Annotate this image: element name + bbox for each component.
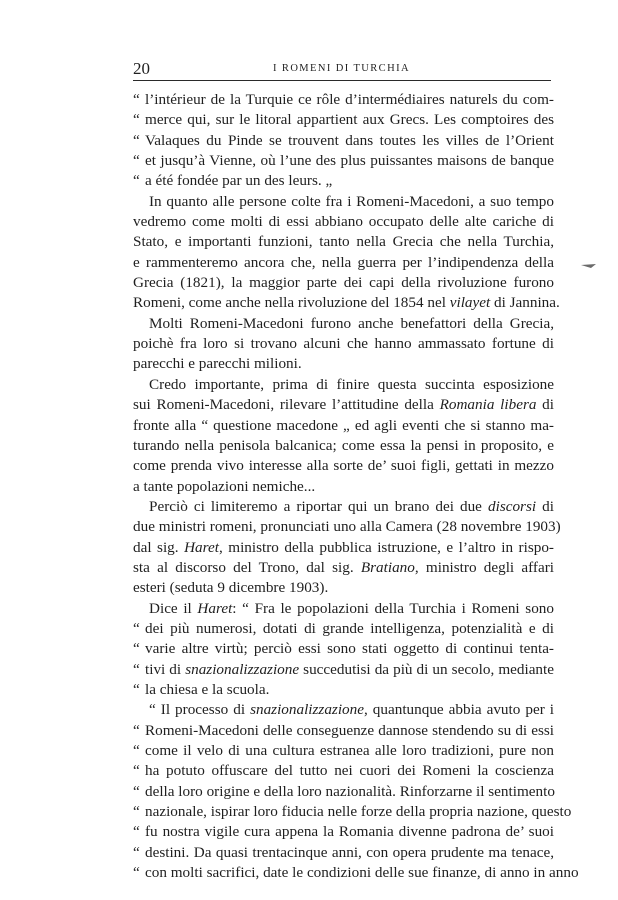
line-text: varie altre virtù; perciò essi sono stati oggetto di continui tenta- [145,640,554,658]
text-line [133,354,554,374]
text-line [133,334,554,354]
line-text: Perciò ci limiteremo a riportar qui un brano dei due discorsi di [149,497,554,515]
line-text: come il velo di una cultura estranea alle loro tradizioni, pure non [145,742,554,759]
quote-mark: “ [133,660,140,678]
line-text: a tante popolazioni nemiche... [133,477,316,495]
text-line [133,700,554,720]
quote-mark: “ [133,91,140,108]
line-text: dei più numerosi, dotati di grande intelligenza, potenzialità e di [145,619,554,637]
quote-mark: “ [133,131,140,149]
text-line [133,843,554,863]
text-line [133,639,554,659]
text-line [133,232,554,252]
page-header [133,58,551,81]
line-text: fronte alla “ questione macedone „ ed agli eventi che si stanno ma- [133,416,554,434]
text-line [133,131,554,151]
text-line [133,863,579,883]
line-text: turando nella penisola balcanica; come essa la pensi in proposito, e [133,436,554,454]
line-text: fu nostra vigile cura appena la Romania divenne padrona de’ suoi [145,823,554,841]
text-line [133,273,554,293]
text-line [133,253,554,273]
text-line [133,416,554,436]
quote-mark: “ [133,803,140,821]
line-text: parecchi e parecchi milioni. [133,355,302,373]
text-line [133,599,554,619]
line-text: Grecia (1821), la maggior parte dei capi della rivoluzione furono [133,274,554,292]
line-text: con molti sacrifici, date le condizioni delle sue finanze, di anno in anno [145,864,579,882]
quote-mark: “ [133,762,140,780]
line-text: Molti Romeni-Macedoni furono anche benefattori della Grecia, [149,314,554,332]
line-text: et jusqu’à Vienne, où l’une des plus puissantes maisons de banque [145,152,554,170]
body-text [133,90,579,883]
text-line [133,782,554,802]
line-text: vedremo come molti di essi abbiano occupato delle alte cariche di [133,213,554,231]
text-line [133,721,554,741]
quote-mark: “ [133,640,140,658]
quote-mark: “ [133,864,140,882]
line-text: sta al discorso del Trono, dal sig. Bratiano, ministro degli affari [133,558,554,576]
page-number: 20 [133,59,150,78]
text-line [133,741,554,761]
line-text: tivi di snazionalizzazione succedutisi da più di un secolo, mediante [145,660,554,678]
text-line [133,212,554,232]
line-text: dal sig. Haret, ministro della pubblica istruzione, e l’altro in rispo- [133,538,554,556]
text-line [133,619,554,639]
text-line [133,538,554,558]
quote-mark: “ [133,111,140,129]
quote-mark: “ [133,782,140,800]
quote-mark: “ [133,742,140,759]
text-line [133,436,554,456]
line-text: sui Romeni-Macedoni, rilevare l’attitudine della Romania libera di [133,396,554,414]
text-line [133,375,554,395]
quote-mark: “ [133,152,140,170]
text-line [133,293,560,313]
text-line [133,395,554,415]
line-text: Stato, e importanti funzioni, tanto nella Grecia che nella Turchia, [133,233,554,251]
line-text: poichè fra loro si trovano alcuni che hanno ammassato fortune di [133,335,554,353]
line-text: destini. Da quasi trentacinque anni, con opera prudente ma tenace, [145,843,554,861]
quote-mark: “ [133,721,140,739]
text-line [133,110,554,130]
line-text: Romeni, come anche nella rivoluzione del 1854 nel vilayet di Jannina. [133,294,560,312]
text-line [133,171,554,191]
text-line [133,192,554,212]
line-text: nazionale, ispirar loro fiducia nelle forze della propria nazione, questo [145,803,572,821]
text-line [133,517,561,537]
line-text: a été fondée par un des leurs. „ [145,172,333,190]
line-text: Dice il Haret: “ Fra le popolazioni della Turchia i Romeni sono [149,599,554,617]
text-line [133,680,554,700]
line-text: Romeni-Macedoni delle conseguenze dannose stendendo su di essi [145,721,554,739]
text-line [133,477,554,497]
line-text: l’intérieur de la Turquie ce rôle d’intermédiaires naturels du com- [145,91,554,108]
text-line [133,761,554,781]
line-text: due ministri romeni, pronunciati uno alla Camera (28 novembre 1903) [133,518,561,536]
text-line [133,314,554,334]
quote-mark: “ [133,843,140,861]
line-text: In quanto alle persone colte fra i Romeni-Macedoni, a suo tempo [149,192,554,210]
quote-mark: “ [133,172,140,190]
line-text: Credo importante, prima di finire questa succinta esposizione [149,375,554,393]
text-line [133,151,554,171]
quote-mark: “ [133,619,140,637]
line-text: esteri (seduta 9 dicembre 1903). [133,579,329,597]
text-line [133,822,554,842]
line-text: della loro origine e della loro nazionalità. Rinforzarne il sentimento [145,782,555,800]
text-line [133,660,554,680]
line-text: merce qui, sur le litoral appartient aux Grecs. Les comptoires des [145,111,554,129]
text-line [133,578,554,598]
quote-mark: “ [133,823,140,841]
line-text: ha potuto offuscare del tutto nei cuori dei Romeni la coscienza [145,762,554,780]
line-text: “ Il processo di snazionalizzazione, quantunque abbia avuto per i [149,701,554,719]
line-text: come prenda vivo interesse alla sorte de’ suoi figli, gettati in mezzo [133,457,554,475]
text-line [133,90,554,110]
line-text: e rammenteremo ancora che, nella guerra per l’indipendenza della [133,253,554,271]
text-line [133,558,554,578]
text-line [133,802,572,822]
line-text: la chiesa e la scuola. [145,680,270,698]
quote-mark: “ [133,680,140,698]
line-text: Valaques du Pinde se trouvent dans toutes les villes de l’Orient [145,131,554,149]
text-line [133,497,554,517]
text-line [133,456,554,476]
running-title: I ROMENI DI TURCHIA [273,63,410,74]
margin-mark [580,262,598,269]
